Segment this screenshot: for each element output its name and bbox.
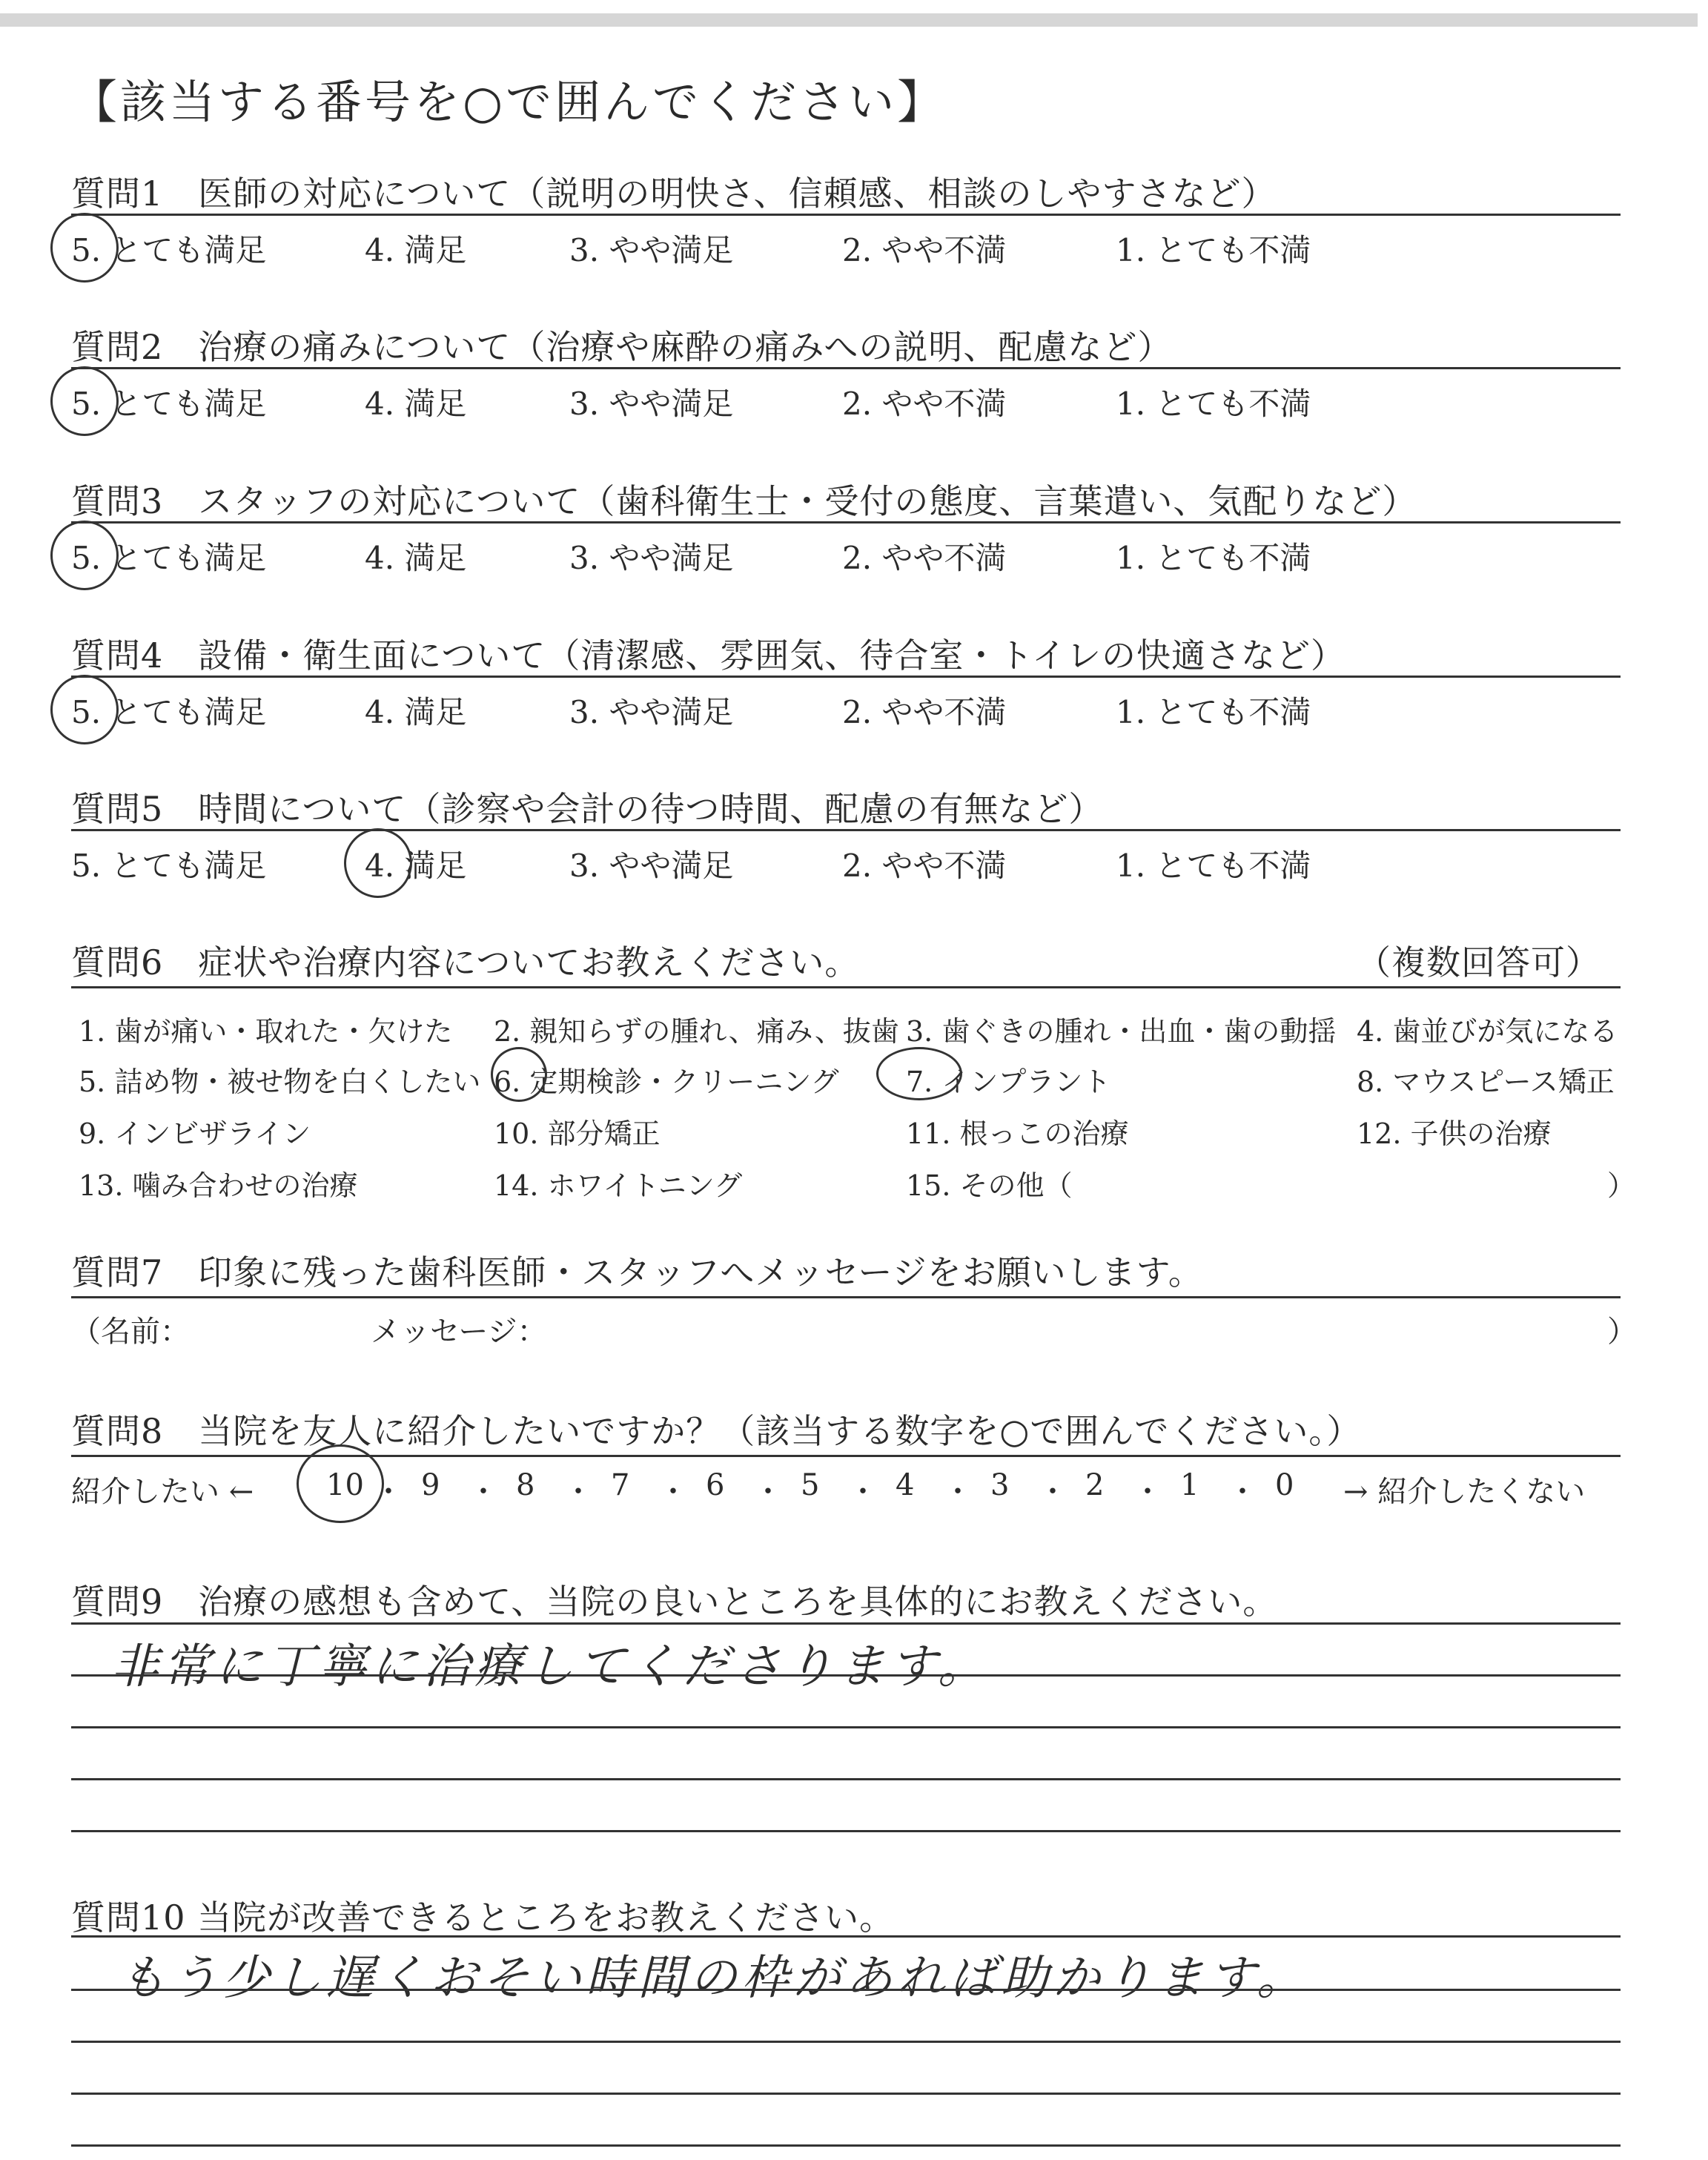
q6-option-13[interactable]: 13. 噛み合わせの治療 xyxy=(79,1169,358,1202)
q6-option-6[interactable]: 6. 定期検診・クリーニング xyxy=(494,1066,839,1098)
q8-left-label: 紹介したい ← xyxy=(71,1475,254,1509)
q8-scale-separator: ・ xyxy=(943,1475,973,1509)
q9-line-5 xyxy=(71,1830,1621,1832)
q8-scale-separator: ・ xyxy=(1038,1475,1068,1509)
q6-option-15[interactable]: 15. その他（ xyxy=(906,1169,1073,1202)
q6-option-8[interactable]: 8. マウスピース矯正 xyxy=(1357,1066,1615,1098)
q6-rule xyxy=(71,986,1621,988)
q2-option-3[interactable]: 3. やや満足 xyxy=(569,386,734,422)
q1-option-3[interactable]: 3. やや満足 xyxy=(569,232,734,268)
selection-circle-q6-6 xyxy=(491,1047,547,1102)
q8-scale-separator: ・ xyxy=(469,1475,498,1509)
q1-title: 質問1 医師の対応について（説明の明快さ、信頼感、相談のしやすさなど） xyxy=(71,174,1277,214)
q9-line-2 xyxy=(71,1674,1621,1677)
q6-title: 質問6 症状や治療内容についてお教えください。 xyxy=(71,942,860,982)
q3-option-5[interactable]: 5. とても満足 xyxy=(71,540,267,576)
q6-option-9[interactable]: 9. インビザライン xyxy=(79,1117,311,1150)
q6-other-close-paren: ） xyxy=(1607,1169,1636,1202)
q10-line-2 xyxy=(71,1989,1621,1991)
selection-circle-q4 xyxy=(50,675,119,744)
q5-option-5[interactable]: 5. とても満足 xyxy=(71,848,267,884)
q4-title: 質問4 設備・衛生面について（清潔感、雰囲気、待合室・トイレの快適さなど） xyxy=(71,635,1346,676)
q4-option-2[interactable]: 2. やや不満 xyxy=(842,694,1007,730)
q8-scale-value-10[interactable]: 10 xyxy=(326,1468,364,1502)
q7-message-label: メッセージ： xyxy=(371,1315,547,1349)
q2-rule xyxy=(71,367,1621,369)
q1-option-1[interactable]: 1. とても不満 xyxy=(1116,232,1311,268)
q4-rule xyxy=(71,676,1621,678)
q8-scale-value-4[interactable]: 4 xyxy=(896,1468,915,1502)
q8-scale-separator: ・ xyxy=(658,1475,688,1509)
q10-line-1 xyxy=(71,1935,1621,1938)
q8-scale-separator: ・ xyxy=(374,1475,403,1509)
q1-option-4[interactable]: 4. 満足 xyxy=(365,232,467,268)
q6-option-10[interactable]: 10. 部分矯正 xyxy=(494,1117,661,1150)
q5-option-1[interactable]: 1. とても不満 xyxy=(1116,848,1311,884)
q8-scale-value-2[interactable]: 2 xyxy=(1085,1468,1105,1502)
page-heading: 【該当する番号を○で囲んでください】 xyxy=(71,75,947,129)
q8-scale-separator: ・ xyxy=(1133,1475,1162,1509)
q4-option-5[interactable]: 5. とても満足 xyxy=(71,694,267,730)
q5-rule xyxy=(71,829,1621,831)
q1-option-5[interactable]: 5. とても満足 xyxy=(71,232,267,268)
q4-option-1[interactable]: 1. とても不満 xyxy=(1116,694,1311,730)
q7-name-label: （名前： xyxy=(71,1315,190,1349)
q1-rule xyxy=(71,214,1621,216)
q8-title: 質問8 当院を友人に紹介したいですか？（該当する数字を○で囲んでください。） xyxy=(71,1411,1362,1451)
q6-option-1[interactable]: 1. 歯が痛い・取れた・欠けた xyxy=(79,1015,453,1048)
q8-scale-value-6[interactable]: 6 xyxy=(706,1468,725,1502)
q9-title: 質問9 治療の感想も含めて、当院の良いところを具体的にお教えください。 xyxy=(71,1582,1278,1622)
q3-option-3[interactable]: 3. やや満足 xyxy=(569,540,734,576)
q8-scale-value-0[interactable]: 0 xyxy=(1275,1468,1294,1502)
q6-option-4[interactable]: 4. 歯並びが気になる xyxy=(1357,1015,1618,1048)
q6-option-2[interactable]: 2. 親知らずの腫れ、痛み、抜歯 xyxy=(494,1015,899,1048)
q8-scale-value-3[interactable]: 3 xyxy=(990,1468,1010,1502)
q5-option-4[interactable]: 4. 満足 xyxy=(365,848,467,884)
q4-option-4[interactable]: 4. 満足 xyxy=(365,694,467,730)
q3-title: 質問3 スタッフの対応について（歯科衛生士・受付の態度、言葉遣い、気配りなど） xyxy=(71,481,1417,521)
q6-option-12[interactable]: 12. 子供の治療 xyxy=(1357,1117,1552,1150)
q9-handwritten-answer: 非常に丁寧に治療してくださります。 xyxy=(111,1639,990,1694)
q1-option-2[interactable]: 2. やや不満 xyxy=(842,232,1007,268)
selection-circle-q2 xyxy=(50,366,119,436)
q10-title: 質問10 当院が改善できるところをお教えください。 xyxy=(71,1898,895,1938)
selection-circle-q6-7 xyxy=(876,1047,962,1100)
q5-title: 質問5 時間について（診察や会計の待つ時間、配慮の有無など） xyxy=(71,789,1104,829)
q7-title: 質問7 印象に残った歯科医師・スタッフへメッセージをお願いします。 xyxy=(71,1252,1203,1292)
q3-option-1[interactable]: 1. とても不満 xyxy=(1116,540,1311,576)
q8-right-label: → 紹介したくない xyxy=(1343,1475,1586,1509)
q6-option-3[interactable]: 3. 歯ぐきの腫れ・出血・歯の動揺 xyxy=(906,1015,1337,1048)
q8-scale-separator: ・ xyxy=(753,1475,783,1509)
q8-rule xyxy=(71,1455,1621,1457)
q2-option-1[interactable]: 1. とても不満 xyxy=(1116,386,1311,422)
q10-line-3 xyxy=(71,2041,1621,2043)
q8-scale-value-1[interactable]: 1 xyxy=(1180,1468,1199,1502)
q6-option-14[interactable]: 14. ホワイトニング xyxy=(494,1169,743,1202)
q8-scale-separator: ・ xyxy=(563,1475,593,1509)
q6-option-7[interactable]: 7. インプラント xyxy=(906,1066,1111,1098)
selection-circle-q1 xyxy=(50,213,119,283)
selection-circle-q5 xyxy=(344,828,412,898)
q2-option-5[interactable]: 5. とても満足 xyxy=(71,386,267,422)
q3-option-2[interactable]: 2. やや不満 xyxy=(842,540,1007,576)
q8-scale-value-8[interactable]: 8 xyxy=(516,1468,535,1502)
q7-rule xyxy=(71,1296,1621,1298)
q2-option-4[interactable]: 4. 満足 xyxy=(365,386,467,422)
q8-scale-separator: ・ xyxy=(848,1475,878,1509)
q7-close-paren: ） xyxy=(1607,1315,1637,1349)
q10-handwritten-answer: もう少し遅くおそい時間の枠があれば助かります。 xyxy=(119,1951,1308,2006)
q3-rule xyxy=(71,521,1621,524)
q9-line-3 xyxy=(71,1726,1621,1728)
q2-option-2[interactable]: 2. やや不満 xyxy=(842,386,1007,422)
q10-line-4 xyxy=(71,2093,1621,2095)
q6-option-11[interactable]: 11. 根っこの治療 xyxy=(906,1117,1129,1150)
scan-edge xyxy=(0,13,1698,27)
q5-option-2[interactable]: 2. やや不満 xyxy=(842,848,1007,884)
q10-line-5 xyxy=(71,2144,1621,2147)
q8-scale-value-5[interactable]: 5 xyxy=(801,1468,820,1502)
q9-line-4 xyxy=(71,1778,1621,1780)
q8-scale-value-9[interactable]: 9 xyxy=(421,1468,440,1502)
selection-circle-q8 xyxy=(297,1444,384,1523)
q8-scale-value-7[interactable]: 7 xyxy=(611,1468,630,1502)
q8-scale-separator: ・ xyxy=(1228,1475,1257,1509)
q6-option-5[interactable]: 5. 詰め物・被せ物を白くしたい xyxy=(79,1066,481,1098)
q3-option-4[interactable]: 4. 満足 xyxy=(365,540,467,576)
q2-title: 質問2 治療の痛みについて（治療や麻酔の痛みへの説明、配慮など） xyxy=(71,327,1173,367)
q6-note: （複数回答可） xyxy=(1357,942,1601,982)
selection-circle-q3 xyxy=(50,521,119,590)
q4-option-3[interactable]: 3. やや満足 xyxy=(569,694,734,730)
q5-option-3[interactable]: 3. やや満足 xyxy=(569,848,734,884)
q9-line-1 xyxy=(71,1622,1621,1625)
